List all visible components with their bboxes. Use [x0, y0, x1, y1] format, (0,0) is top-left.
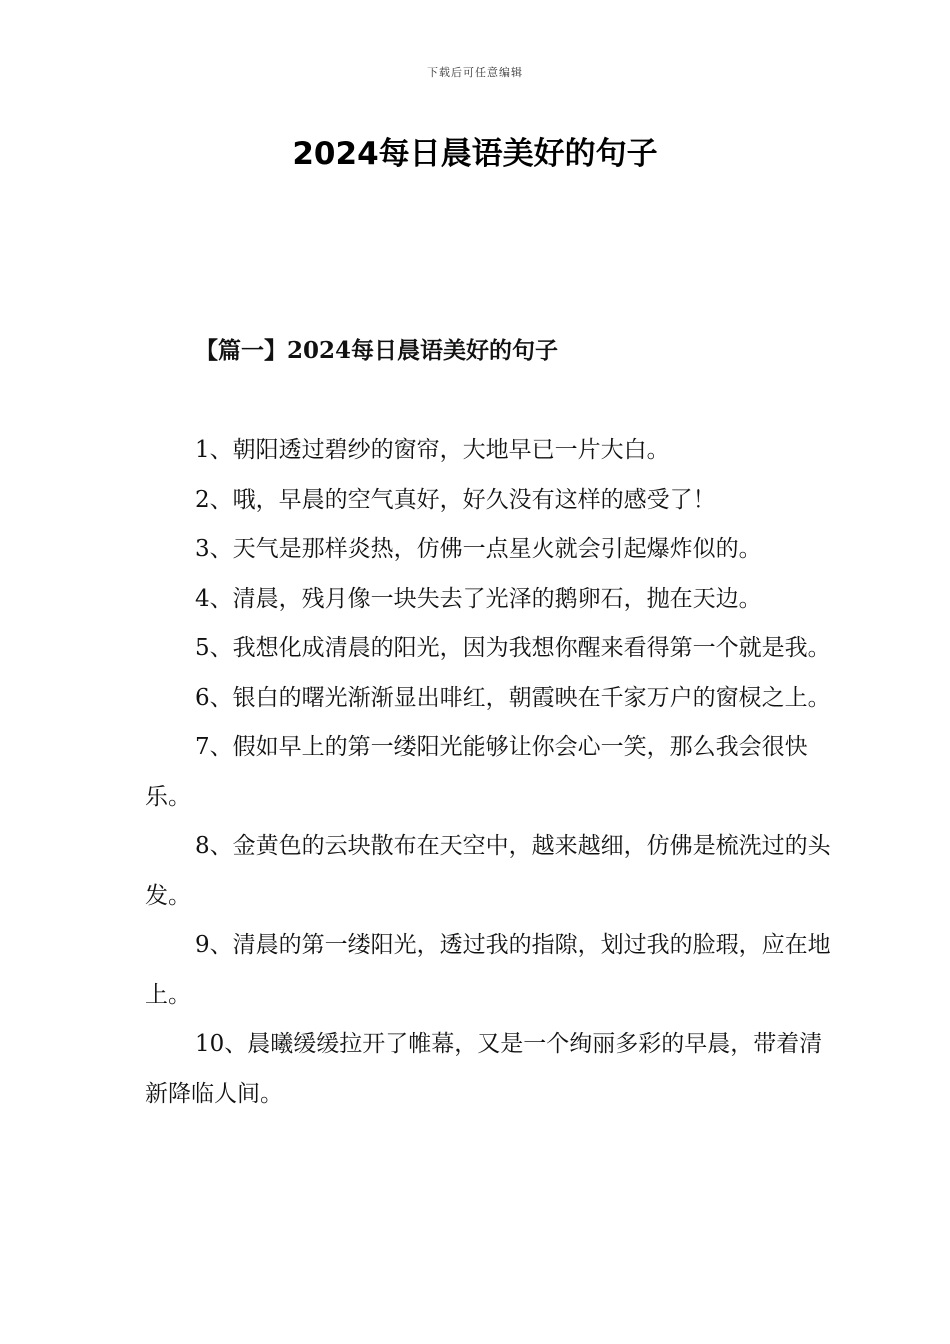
document-title: 2024每日晨语美好的句子 [292, 136, 658, 172]
sentence-item-6: 6、银白的曙光渐渐显出啡红，朝霞映在千家万户的窗棂之上。 [195, 684, 831, 711]
sentence-list [145, 426, 835, 1119]
header-note: 下载后可任意编辑 [427, 66, 523, 79]
sentence-item-2: 2、哦，早晨的空气真好，好久没有这样的感受了！ [195, 486, 716, 513]
sentence-item-1: 1、朝阳透过碧纱的窗帘，大地早已一片大白。 [195, 437, 670, 463]
sentence-item-5: 5、我想化成清晨的阳光，因为我想你醒来看得第一个就是我。 [195, 635, 831, 661]
sentence-item-10: 10、晨曦缓缓拉开了帷幕，又是一个绚丽多彩的早晨，带着清新降临人间。 [145, 1031, 823, 1107]
sentence-item-3: 3、天气是那样炎热，仿佛一点星火就会引起爆炸似的。 [195, 536, 762, 562]
sentence-item-7: 7、假如早上的第一缕阳光能够让你会心一笑，那么我会很快乐。 [145, 734, 808, 810]
section-heading: 【篇一】2024每日晨语美好的句子 [195, 337, 559, 364]
sentence-item-9: 9、清晨的第一缕阳光，透过我的指隙，划过我的脸瑕，应在地上。 [145, 932, 831, 1008]
sentence-item-4: 4、清晨，残月像一块失去了光泽的鹅卵石，抛在天边。 [195, 585, 762, 612]
sentence-item-8: 8、金黄色的云块散布在天空中，越来越细，仿佛是梳洗过的头发。 [145, 833, 831, 909]
